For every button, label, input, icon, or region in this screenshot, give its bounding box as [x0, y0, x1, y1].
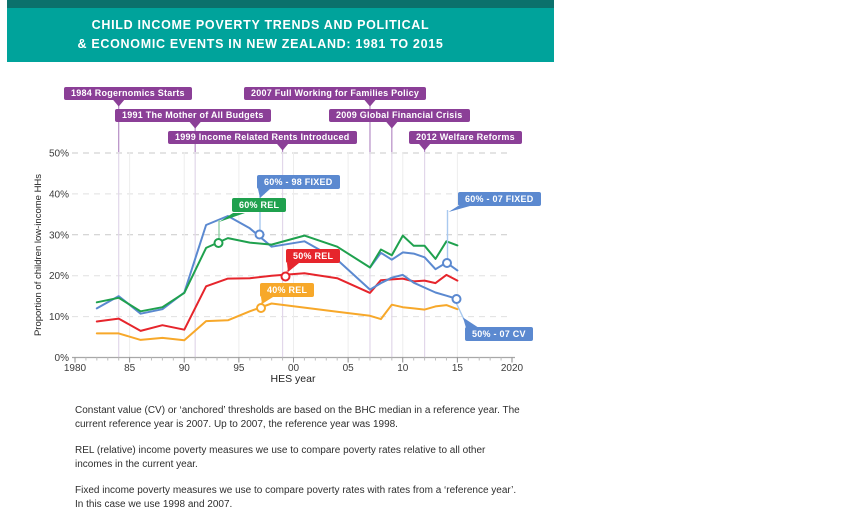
series-label-50-07-cv: 50% - 07 CV	[465, 327, 533, 341]
series-label-60-07-fixed: 60% - 07 FIXED	[458, 192, 541, 206]
page-title-line1: CHILD INCOME POVERTY TRENDS AND POLITICAL	[91, 18, 430, 32]
series-label-60-rel: 60% REL	[232, 198, 286, 212]
label-anchor-marker	[256, 231, 264, 239]
x-tick-label: 05	[342, 363, 354, 374]
label-anchor-marker	[282, 273, 290, 281]
event-badge-pointer	[277, 144, 288, 151]
x-tick-label: 2020	[500, 363, 524, 374]
x-tick-label: 00	[287, 363, 300, 374]
x-tick-label: 90	[178, 363, 190, 374]
series-label-60-98-fixed: 60% - 98 FIXED	[257, 175, 340, 189]
label-anchor-marker	[443, 259, 451, 267]
event-badge-2012-welfare-reforms: 2012 Welfare Reforms	[409, 131, 522, 144]
footnote-cv-definition: Constant value (CV) or ‘anchored’ thresholds are based on the BHC median in a reference year. The current reference year is 2007. Up to 2007, the reference year was 1998.	[75, 405, 520, 430]
series-badge-pointer	[258, 189, 270, 198]
label-anchor-marker	[453, 295, 461, 303]
footnote-rel-definition: REL (relative) income poverty measures we use to compare poverty rates relative to all other incomes in the current year.	[75, 445, 486, 470]
series-label-50-rel: 50% REL	[286, 249, 340, 263]
page-title-line2: & ECONOMIC EVENTS IN NEW ZEALAND: 1981 TO 2015	[77, 37, 444, 51]
event-badge-pointer	[419, 144, 430, 151]
footnotes	[75, 404, 520, 520]
x-tick-label: 15	[451, 363, 463, 374]
y-tick-label: 30%	[48, 230, 69, 242]
y-tick-label: 50%	[48, 148, 69, 160]
series-label-40-rel: 40% REL	[260, 283, 314, 297]
series-badge-pointer	[449, 206, 471, 212]
series-line-50-rel	[97, 273, 458, 331]
x-axis-title: HES year	[270, 373, 316, 385]
footnote-fixed-definition: Fixed income poverty measures we use to compare poverty rates with rates from a ‘reference year’. In this case we use 1998 and 2007.	[75, 485, 517, 510]
event-badge-pointer	[190, 122, 201, 129]
y-tick-label: 40%	[48, 189, 69, 201]
event-badge-1984-rogernomics: 1984 Rogernomics Starts	[64, 87, 192, 100]
x-tick-label: 95	[233, 363, 245, 374]
label-anchor-marker	[215, 239, 223, 247]
event-badge-pointer	[113, 100, 124, 107]
y-tick-label: 20%	[48, 271, 69, 283]
event-badge-1999-income-related-rents: 1999 Income Related Rents Introduced	[168, 131, 357, 144]
series-line-50-07-cv	[370, 275, 457, 299]
y-tick-label: 0%	[54, 353, 69, 364]
series-line-60-rel	[97, 236, 458, 312]
y-tick-label: 10%	[48, 312, 69, 324]
label-anchor-marker	[257, 304, 265, 312]
x-tick-label: 1980	[63, 363, 87, 374]
x-tick-label: 10	[397, 363, 409, 374]
event-badge-2009-gfc: 2009 Global Financial Crisis	[329, 109, 470, 122]
x-tick-label: 85	[124, 363, 136, 374]
event-badge-2007-working-for-families: 2007 Full Working for Families Policy	[244, 87, 426, 100]
event-badge-1991-mother-of-all-budgets: 1991 The Mother of All Budgets	[115, 109, 271, 122]
series-line-60-98-fixed	[97, 216, 370, 314]
y-axis-title: Proportion of children low-income HHs	[33, 173, 44, 337]
event-badge-pointer	[364, 100, 375, 107]
event-badge-pointer	[386, 122, 397, 129]
